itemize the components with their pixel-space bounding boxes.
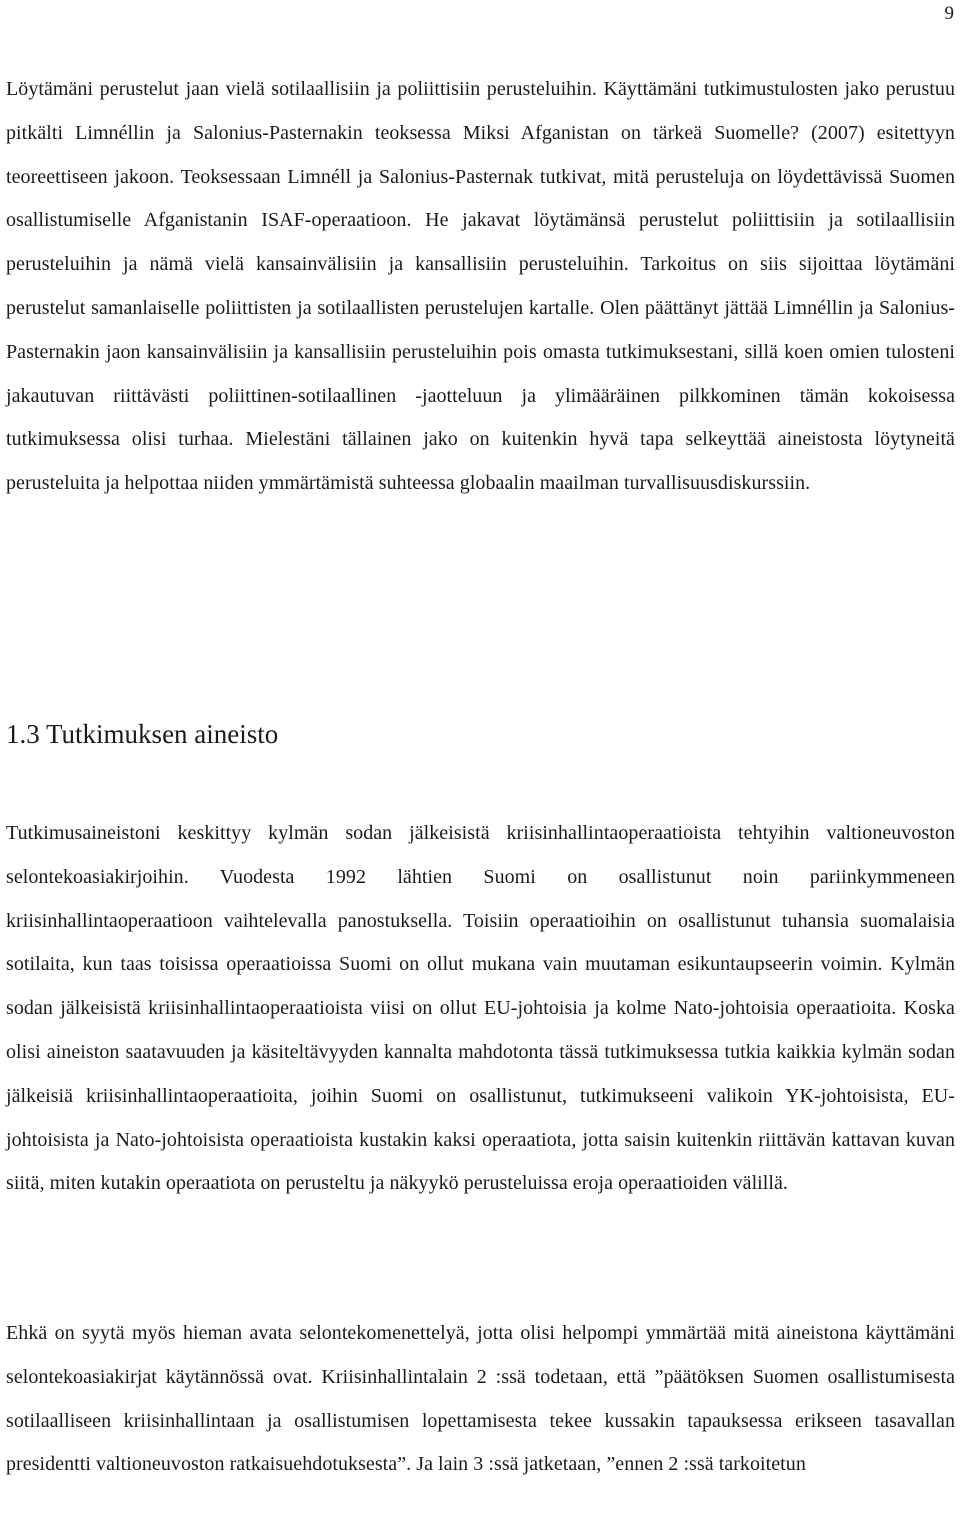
page-number: 9 — [944, 3, 954, 24]
paragraph-selontekomenettely: Ehkä on syytä myös hieman avata selontekomenettelyä, jotta olisi helpompi ymmärtää mitä aineistona käyttämäni selontekoasiakirjat käytännössä ovat. Kriisinhallintalain 2 :ssä todetaan, että ”päätöksen Suomen osallistumisesta sotilaalliseen kriisinhallintaan ja osallistumisen lopettamisesta tekee kussakin tapauksessa erikseen tasavallan presidentti valtioneuvoston ratkaisuehdotuksesta”. Ja lain 3 :ssä jatketaan, ”ennen 2 :ssä tarkoitetun — [6, 1322, 955, 1476]
paragraph-perustelut: Löytämäni perustelut jaan vielä sotilaallisiin ja poliittisiin perusteluihin. Käyttämäni tutkimustulosten jako perustuu pitkälti Limnéllin ja Salonius-Pasternakin teoksessa Miksi Afganistan on tärkeä Suomelle? (2007) esitettyyn teoreettiseen jakoon. Teoksessaan Limnéll ja Salonius-Pasternak tutkivat, mitä perusteluja on löydettävissä Suomen osallistumiselle Afganistanin ISAF-operaatioon. He jakavat löytämänsä perustelut poliittisiin ja sotilaallisiin perusteluihin ja nämä vielä kansainvälisiin ja kansallisiin perusteluihin. Tarkoitus on siis sijoittaa löytämäni perustelut samanlaiselle poliittisten ja sotilaallisten perustelujen kartalle. Olen päättänyt jättää Limnéllin ja Salonius-Pasternakin jaon kansainvälisiin ja kansallisiin perusteluihin pois omasta tutkimuksestani, sillä koen omien tulosteni jakautuvan riittävästi poliittinen-sotilaallinen -jaotteluun ja ylimääräinen pilkkominen tämän kokoisessa tutkimuksessa olisi turhaa. Mielestäni tällainen jako on kuitenkin hyvä tapa selkeyttää aineistosta löytyneitä perusteluita ja helpottaa niiden ymmärtämistä suhteessa globaalin maailman turvallisuusdiskurssiin. — [6, 78, 955, 495]
section-heading: 1.3 Tutkimuksen aineisto — [6, 719, 279, 749]
paragraph-aineisto: Tutkimusaineistoni keskittyy kylmän sodan jälkeisistä kriisinhallintaoperaatioista tehtyihin valtioneuvoston selontekoasiakirjoihin. Vuodesta 1992 lähtien Suomi on osallistunut noin pariinkymmeneen kriisinhallintaoperaatioon vaihtelevalla panostuksella. Toisiin operaatioihin on osallistunut tuhansia suomalaisia sotilaita, kun taas toisissa operaatioissa Suomi on ollut mukana vain muutaman esikuntaupseerin voimin. Kylmän sodan jälkeisistä kriisinhallintaoperaatioista viisi on ollut EU-johtoisia ja kolme Nato-johtoisia operaatioita. Koska olisi aineiston saatavuuden ja käsiteltävyyden kannalta mahdotonta tässä tutkimuksessa tutkia kaikkia kylmän sodan jälkeisiä kriisinhallintaoperaatioita, joihin Suomi on osallistunut, tutkimukseeni valikoin YK-johtoisista, EU-johtoisista ja Nato-johtoisista operaatioista kustakin kaksi operaatiota, jotta saisin kuitenkin riittävän kattavan kuvan siitä, miten kutakin operaatiota on perusteltu ja näkyykö perusteluissa eroja operaatioiden välillä. — [6, 822, 955, 1195]
